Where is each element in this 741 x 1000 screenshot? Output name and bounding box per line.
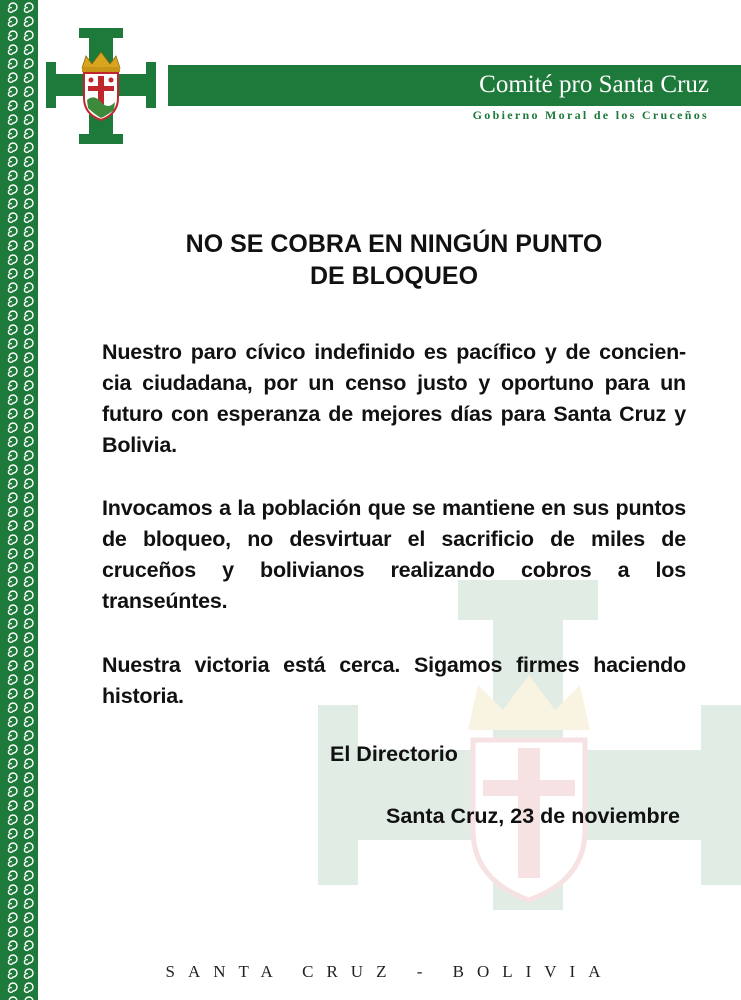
signature: El Directorio bbox=[330, 742, 458, 766]
spiral-pattern bbox=[0, 0, 38, 1000]
organization-subtitle: Gobierno Moral de los Cruceños bbox=[472, 108, 709, 122]
title-line-2: DE BLOQUEO bbox=[309, 262, 479, 290]
decorative-border bbox=[0, 0, 38, 1000]
footer-location: SANTA CRUZ - BOLIVIA bbox=[165, 962, 614, 981]
paragraph-3: Nuestra victoria está cerca. Sigamos firmes haciendo historia. bbox=[102, 653, 686, 708]
document-title bbox=[100, 228, 688, 292]
title-line-1: NO SE COBRA EN NINGÚN PUNTO bbox=[185, 230, 603, 258]
header-bar bbox=[168, 65, 741, 106]
place-and-date: Santa Cruz, 23 de noviembre bbox=[386, 804, 680, 828]
organization-name: Comité pro Santa Cruz bbox=[479, 71, 709, 98]
paragraph-2: Invocamos a la población que se mantiene en sus puntos de bloqueo, no desvirtuar el sacrificio de miles de cruceños y bolivianos realizando cobros a los transeúntes. bbox=[102, 496, 686, 613]
coat-of-arms-emblem bbox=[46, 28, 156, 149]
paragraph-1: Nuestro paro cívico indefinido es pacífico y de concien-cia ciudadana, por un censo justo y oportuno para un futuro con esperanza de mejores días para Santa Cruz y Bolivia. bbox=[102, 340, 686, 457]
